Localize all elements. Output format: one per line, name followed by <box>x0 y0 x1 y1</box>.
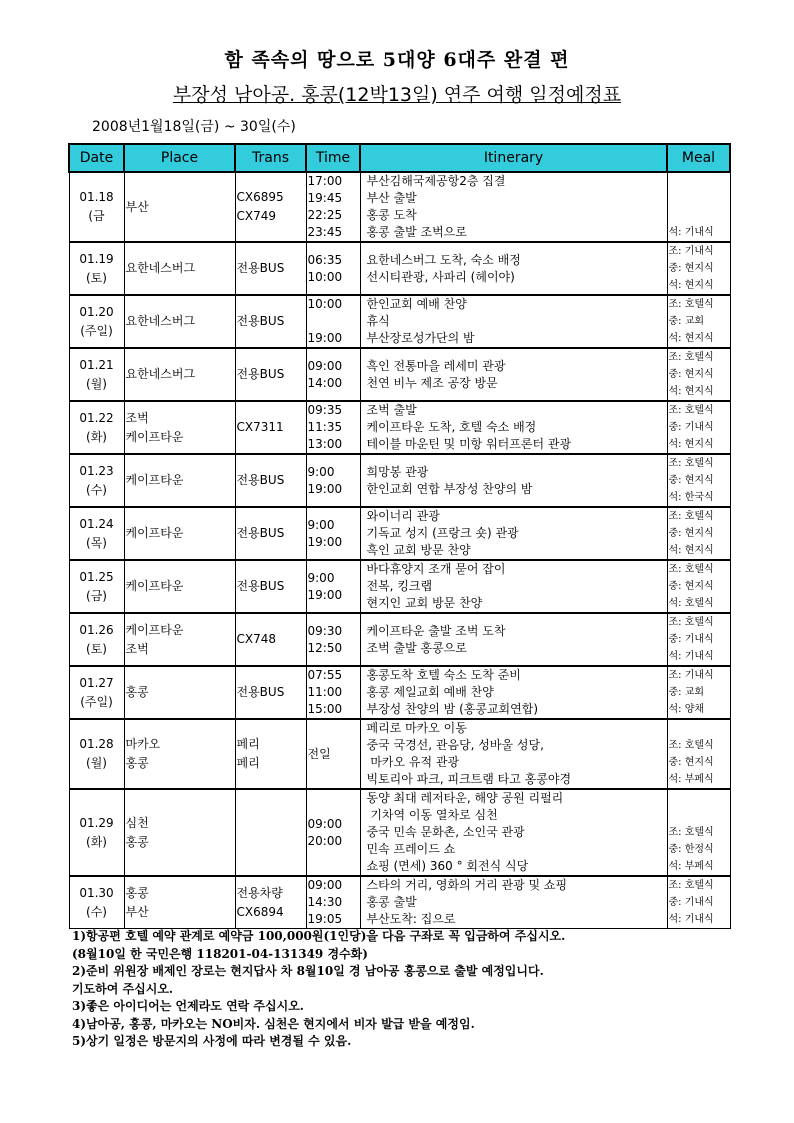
meal-line: 석: 호텔식 <box>668 598 714 609</box>
itinerary-cell <box>360 789 667 876</box>
time-line: 20:00 <box>307 833 343 848</box>
travel-dates: 2008년1월18일(금) ~ 30일(수) <box>92 119 296 135</box>
itinerary-line: 케이프타운 출발 조벅 도착 <box>366 623 506 638</box>
time-line: 17:00 <box>307 174 343 188</box>
meal-line: 석: 양채 <box>668 704 705 715</box>
date-line: (화) <box>86 429 107 444</box>
meal-line: 조: 호텔식 <box>668 564 714 575</box>
date-cell <box>69 560 124 613</box>
itinerary-line: 쇼핑 (면세) 360 ° 회전식 식당 <box>366 859 529 873</box>
itinerary-line: 홍콩 출발 조벅으로 <box>366 225 467 239</box>
date-line: 01.21 <box>79 357 114 372</box>
itinerary-line: 마카오 유적 관광 <box>366 755 460 769</box>
place-cell <box>124 613 235 666</box>
schedule-table <box>68 143 731 929</box>
meal-line: 조: 호텔식 <box>668 458 714 469</box>
time-line: 09:35 <box>307 403 343 417</box>
trans-cell <box>235 719 306 789</box>
time-line: 19:00 <box>307 331 343 345</box>
date-cell <box>69 454 124 507</box>
itinerary-cell <box>360 401 667 454</box>
itinerary-line: 선시티관광, 사파리 (헤이야) <box>366 269 515 284</box>
place-cell <box>124 454 235 507</box>
meal-cell <box>667 666 730 719</box>
date-line: (월) <box>86 756 107 770</box>
place-line: 마카오 <box>125 737 161 751</box>
itinerary-line: 부산도착: 집으로 <box>366 912 456 926</box>
meal-line: 석: 부페식 <box>668 861 714 872</box>
itinerary-line: 페리로 마카오 이동 <box>366 721 467 735</box>
meal-cell <box>667 613 730 666</box>
document-subtitle: 부장성 남아공. 홍콩(12박13일) 연주 여행 일정예정표 <box>172 84 622 106</box>
table-row <box>69 666 730 719</box>
itinerary-line: 요한네스버그 도착, 숙소 배정 <box>366 252 521 267</box>
table-row <box>69 295 730 348</box>
meal-line: 조: 기내식 <box>668 670 714 681</box>
place-line: 케이프타운 <box>125 622 184 637</box>
meal-line: 중: 현지식 <box>668 581 714 592</box>
time-cell <box>306 666 360 719</box>
meal-line: 조: 호텔식 <box>668 299 714 310</box>
place-line: 케이프타운 <box>125 473 184 487</box>
table-row <box>69 560 730 613</box>
itinerary-cell <box>360 613 667 666</box>
place-line: 요한네스버그 <box>125 367 196 381</box>
trans-cell <box>235 560 306 613</box>
itinerary-line: 흑인 전통마을 레세미 관광 <box>366 358 506 373</box>
meal-line: 조: 호텔식 <box>668 511 714 522</box>
trans-line: 전용BUS <box>236 526 285 540</box>
itinerary-cell <box>360 295 667 348</box>
date-line: (수) <box>86 482 107 497</box>
date-cell <box>69 295 124 348</box>
trans-cell <box>235 242 306 295</box>
table-row <box>69 789 730 876</box>
itinerary-line: 부산 출발 <box>366 191 417 205</box>
time-cell <box>306 348 360 401</box>
time-cell <box>306 454 360 507</box>
date-cell <box>69 172 124 242</box>
date-line: (수) <box>86 904 107 919</box>
date-line: 01.30 <box>79 885 114 900</box>
itinerary-line: 민속 프레이드 쇼 <box>366 842 456 856</box>
date-line: 01.18 <box>79 190 114 204</box>
date-line: (목) <box>86 535 107 550</box>
trans-line: CX7311 <box>236 420 284 434</box>
meal-line: 중: 현지식 <box>668 263 714 274</box>
time-line: 10:00 <box>307 269 343 284</box>
place-cell <box>124 348 235 401</box>
date-line: (토) <box>86 641 107 656</box>
trans-cell <box>235 789 306 876</box>
itinerary-line: 중국 국경선, 관음당, 성바울 성당, <box>366 738 544 752</box>
date-cell <box>69 719 124 789</box>
meal-line: 중: 기내식 <box>668 897 714 908</box>
date-line: 01.22 <box>79 410 114 425</box>
trans-line: 페리 <box>236 737 260 751</box>
date-line: (주일) <box>80 694 113 709</box>
place-line: 케이프타운 <box>125 526 184 540</box>
time-cell <box>306 172 360 242</box>
date-line: 01.23 <box>79 463 114 478</box>
date-line: 01.24 <box>79 516 114 531</box>
place-cell <box>124 666 235 719</box>
itinerary-line: 기독교 성지 (프랑크 숏) 관광 <box>366 526 519 540</box>
meal-line: 조: 호텔식 <box>668 880 714 891</box>
time-cell <box>306 876 360 929</box>
place-line: 부산 <box>125 904 149 919</box>
trans-cell <box>235 295 306 348</box>
time-line: 07:55 <box>307 668 343 682</box>
itinerary-cell <box>360 242 667 295</box>
document-title: 함 족속의 땅으로 5대양 6대주 완결 편 <box>224 49 570 71</box>
itinerary-line: 스타의 거리, 영화의 거리 관광 및 쇼핑 <box>366 878 568 892</box>
date-line: (월) <box>86 376 107 391</box>
date-line: (토) <box>86 270 107 285</box>
meal-cell <box>667 401 730 454</box>
place-cell <box>124 172 235 242</box>
note-line: 기도하여 주십시오. <box>72 981 174 996</box>
note-line: 2)준비 위원장 배제인 장로는 현지답사 차 8월10일 경 남아공 홍콩으로 출발 예정입니다. <box>72 964 544 978</box>
itinerary-line: 동양 최대 레저타운, 해양 공원 리펄리 <box>366 791 564 805</box>
date-line: 01.28 <box>79 737 114 751</box>
itinerary-line: 홍콩 제일교회 예배 찬양 <box>366 685 494 699</box>
time-line: 19:00 <box>307 481 343 496</box>
meal-line: 중: 현지식 <box>668 369 714 380</box>
time-line: 19:00 <box>307 534 343 549</box>
trans-line: 전용BUS <box>236 314 285 328</box>
place-cell <box>124 560 235 613</box>
meal-line: 중: 교회 <box>668 687 705 698</box>
meal-line: 석: 기내식 <box>668 651 714 662</box>
trans-cell <box>235 666 306 719</box>
itinerary-line: 부산장로성가단의 밤 <box>366 331 475 345</box>
time-line <box>308 313 359 330</box>
itinerary-line: 전복, 킹크랩 <box>366 579 433 593</box>
meal-line: 중: 교회 <box>668 316 705 327</box>
date-line: 01.27 <box>79 675 114 690</box>
place-line: 홍콩 <box>125 885 149 900</box>
time-line: 11:00 <box>307 685 343 699</box>
col-header-trans: Trans <box>235 144 306 172</box>
place-line: 조벅 <box>125 410 149 425</box>
place-line: 조벅 <box>125 641 149 656</box>
trans-line: CX6895 <box>236 190 284 204</box>
itinerary-cell <box>360 507 667 560</box>
place-line: 심천 <box>125 815 149 830</box>
meal-cell <box>667 295 730 348</box>
meal-line: 석: 부페식 <box>668 774 714 785</box>
trans-cell <box>235 454 306 507</box>
meal-line: 중: 기내식 <box>668 634 714 645</box>
time-cell <box>306 613 360 666</box>
trans-line <box>237 824 305 841</box>
place-cell <box>124 719 235 789</box>
place-line: 부산 <box>125 199 149 214</box>
trans-cell <box>235 172 306 242</box>
itinerary-line: 천연 비누 제조 공장 방문 <box>366 375 498 390</box>
trans-line: 전용차량 <box>236 885 283 900</box>
time-line: 14:00 <box>307 375 343 390</box>
table-row <box>69 242 730 295</box>
notes-section <box>72 928 752 1051</box>
table-row <box>69 348 730 401</box>
meal-line: 석: 기내식 <box>668 227 714 238</box>
meal-cell <box>667 348 730 401</box>
place-line: 케이프타운 <box>125 429 184 444</box>
time-line: 09:30 <box>307 623 343 638</box>
itinerary-line: 조벅 출발 홍콩으로 <box>366 640 467 655</box>
place-cell <box>124 295 235 348</box>
time-line: 14:30 <box>307 895 343 909</box>
place-line: 홍콩 <box>125 834 149 849</box>
time-cell <box>306 507 360 560</box>
trans-line: 전용BUS <box>236 261 285 275</box>
itinerary-line: 홍콩 출발 <box>366 895 417 909</box>
meal-cell <box>667 560 730 613</box>
table-row <box>69 454 730 507</box>
meal-line: 중: 현지식 <box>668 528 714 539</box>
place-line: 홍콩 <box>125 685 149 699</box>
table-row <box>69 507 730 560</box>
trans-line: 전용BUS <box>236 579 285 593</box>
meal-line: 조: 호텔식 <box>668 740 714 751</box>
note-line: 4)남아공, 홍콩, 마카오는 NO비자. 심천은 현지에서 비자 발급 받을 예정임. <box>72 1016 475 1031</box>
time-cell <box>306 295 360 348</box>
meal-line: 중: 한정식 <box>668 844 714 855</box>
meal-line: 석: 한국식 <box>668 492 714 503</box>
schedule-body <box>69 172 730 929</box>
date-cell <box>69 876 124 929</box>
time-line: 09:00 <box>307 816 343 831</box>
place-line: 홍콩 <box>125 756 149 770</box>
date-cell <box>69 507 124 560</box>
itinerary-cell <box>360 454 667 507</box>
table-row <box>69 172 730 242</box>
itinerary-line: 부장성 찬양의 밤 (홍콩교회연합) <box>366 702 539 716</box>
col-header-date: Date <box>69 144 124 172</box>
time-line: 11:35 <box>307 420 343 434</box>
note-line: 5)상기 일정은 방문지의 사정에 따라 변경될 수 있음. <box>72 1034 352 1048</box>
table-header-row <box>69 144 730 172</box>
meal-line <box>669 190 729 207</box>
place-cell <box>124 401 235 454</box>
date-line: 01.26 <box>79 622 114 637</box>
table-row <box>69 876 730 929</box>
itinerary-line: 케이프타운 도착, 호텔 숙소 배정 <box>366 420 537 434</box>
col-header-place: Place <box>124 144 235 172</box>
date-line: (화) <box>86 834 107 849</box>
itinerary-line: 희망봉 관광 <box>366 464 429 479</box>
itinerary-line: 기차역 이동 열차로 심천 <box>366 808 498 822</box>
table-row <box>69 401 730 454</box>
meal-line: 조: 기내식 <box>668 246 714 257</box>
note-line: 3)좋은 아이디어는 언제라도 연락 주십시오. <box>72 999 304 1013</box>
itinerary-line: 바다휴양지 조개 묻어 잡이 <box>366 562 506 576</box>
meal-line: 조: 호텔식 <box>668 617 714 628</box>
meal-line: 중: 현지식 <box>668 757 714 768</box>
date-line: 01.19 <box>79 251 114 266</box>
trans-line: CX748 <box>236 632 277 646</box>
meal-line: 석: 현지식 <box>668 386 714 397</box>
place-cell <box>124 876 235 929</box>
itinerary-line: 와이너리 관광 <box>366 509 440 523</box>
meal-line: 석: 현지식 <box>668 280 714 291</box>
time-line: 09:00 <box>307 358 343 373</box>
col-header-itinerary: Itinerary <box>360 144 667 172</box>
date-cell <box>69 789 124 876</box>
itinerary-cell <box>360 348 667 401</box>
meal-line: 중: 현지식 <box>668 475 714 486</box>
place-cell <box>124 789 235 876</box>
itinerary-line: 휴식 <box>366 314 390 328</box>
time-line: 06:35 <box>307 252 343 267</box>
date-line: 01.20 <box>79 304 114 319</box>
meal-line: 석: 현지식 <box>668 439 714 450</box>
time-line: 09:00 <box>307 878 343 892</box>
date-line: (금 <box>88 209 105 223</box>
meal-cell <box>667 507 730 560</box>
itinerary-line: 한인교회 예배 찬양 <box>366 297 467 311</box>
itinerary-cell <box>360 876 667 929</box>
col-header-meal: Meal <box>667 144 730 172</box>
time-cell <box>306 719 360 789</box>
itinerary-cell <box>360 560 667 613</box>
meal-line: 조: 호텔식 <box>668 352 714 363</box>
trans-cell <box>235 613 306 666</box>
meal-cell <box>667 454 730 507</box>
meal-cell <box>667 172 730 242</box>
date-line: 01.25 <box>79 569 114 584</box>
itinerary-line: 부산김해국제공항2층 집결 <box>366 174 506 188</box>
itinerary-line: 현지인 교회 방문 찬양 <box>366 596 483 610</box>
note-line: 1)항공편 호텔 예약 관계로 예약금 100,000원(1인당)을 다음 구좌로 꼭 입금하여 주십시오. <box>72 929 566 943</box>
trans-cell <box>235 876 306 929</box>
itinerary-cell <box>360 666 667 719</box>
itinerary-line: 빅토리아 파크, 피크트램 타고 홍콩야경 <box>366 772 572 786</box>
time-line: 22:25 <box>307 208 343 222</box>
itinerary-cell <box>360 172 667 242</box>
time-line: 15:00 <box>307 702 343 716</box>
meal-line <box>669 173 729 190</box>
date-line: (금) <box>86 588 107 603</box>
time-line: 10:00 <box>307 297 343 311</box>
time-cell <box>306 789 360 876</box>
time-line: 9:00 <box>307 517 335 532</box>
place-line: 요한네스버그 <box>125 261 196 275</box>
time-line: 19:45 <box>307 191 343 205</box>
trans-cell <box>235 507 306 560</box>
place-line: 케이프타운 <box>125 579 184 593</box>
trans-line: 전용BUS <box>236 473 285 487</box>
meal-line <box>669 207 729 224</box>
place-cell <box>124 507 235 560</box>
date-cell <box>69 401 124 454</box>
meal-line: 조: 호텔식 <box>668 827 714 838</box>
date-line: (주일) <box>80 323 113 338</box>
time-line: 12:50 <box>307 640 343 655</box>
date-line: 01.29 <box>79 815 114 830</box>
meal-cell <box>667 789 730 876</box>
meal-line: 석: 현지식 <box>668 545 714 556</box>
time-line: 19:00 <box>307 587 343 602</box>
trans-cell <box>235 348 306 401</box>
itinerary-cell <box>360 719 667 789</box>
table-row <box>69 719 730 789</box>
time-line: 전일 <box>307 746 331 761</box>
date-cell <box>69 666 124 719</box>
trans-line: 페리 <box>236 756 260 770</box>
meal-cell <box>667 242 730 295</box>
time-cell <box>306 401 360 454</box>
time-line: 19:05 <box>307 912 343 926</box>
time-line: 9:00 <box>307 570 335 585</box>
itinerary-line: 한인교회 연합 부장성 찬양의 밤 <box>366 481 533 496</box>
trans-line: 전용BUS <box>236 367 285 381</box>
itinerary-line: 조벅 출발 <box>366 403 417 417</box>
meal-line: 석: 현지식 <box>668 333 714 344</box>
meal-line: 중: 기내식 <box>668 422 714 433</box>
col-header-time: Time <box>306 144 360 172</box>
trans-line: 전용BUS <box>236 685 285 699</box>
itinerary-line: 흑인 교회 방문 찬양 <box>366 543 471 557</box>
itinerary-line: 홍콩도착 호텔 숙소 도착 준비 <box>366 668 521 682</box>
meal-line: 조: 호텔식 <box>668 405 714 416</box>
time-line: 23:45 <box>307 225 343 239</box>
itinerary-line: 홍콩 도착 <box>366 208 417 222</box>
date-cell <box>69 242 124 295</box>
itinerary-line: 중국 민속 문화촌, 소인국 관광 <box>366 825 525 839</box>
meal-cell <box>667 719 730 789</box>
itinerary-line: 테이블 마운틴 및 미항 워터프론터 관광 <box>366 437 572 451</box>
meal-cell <box>667 876 730 929</box>
table-row <box>69 613 730 666</box>
place-cell <box>124 242 235 295</box>
note-line: (8월10일 한 국민은행 118201-04-131349 경수화) <box>72 946 368 961</box>
date-cell <box>69 348 124 401</box>
time-cell <box>306 242 360 295</box>
date-cell <box>69 613 124 666</box>
time-cell <box>306 560 360 613</box>
trans-line: CX6894 <box>236 904 284 919</box>
meal-line: 석: 기내식 <box>668 914 714 925</box>
time-line: 13:00 <box>307 437 343 451</box>
trans-cell <box>235 401 306 454</box>
trans-line: CX749 <box>236 209 277 223</box>
time-line: 9:00 <box>307 464 335 479</box>
place-line: 요한네스버그 <box>125 314 196 328</box>
